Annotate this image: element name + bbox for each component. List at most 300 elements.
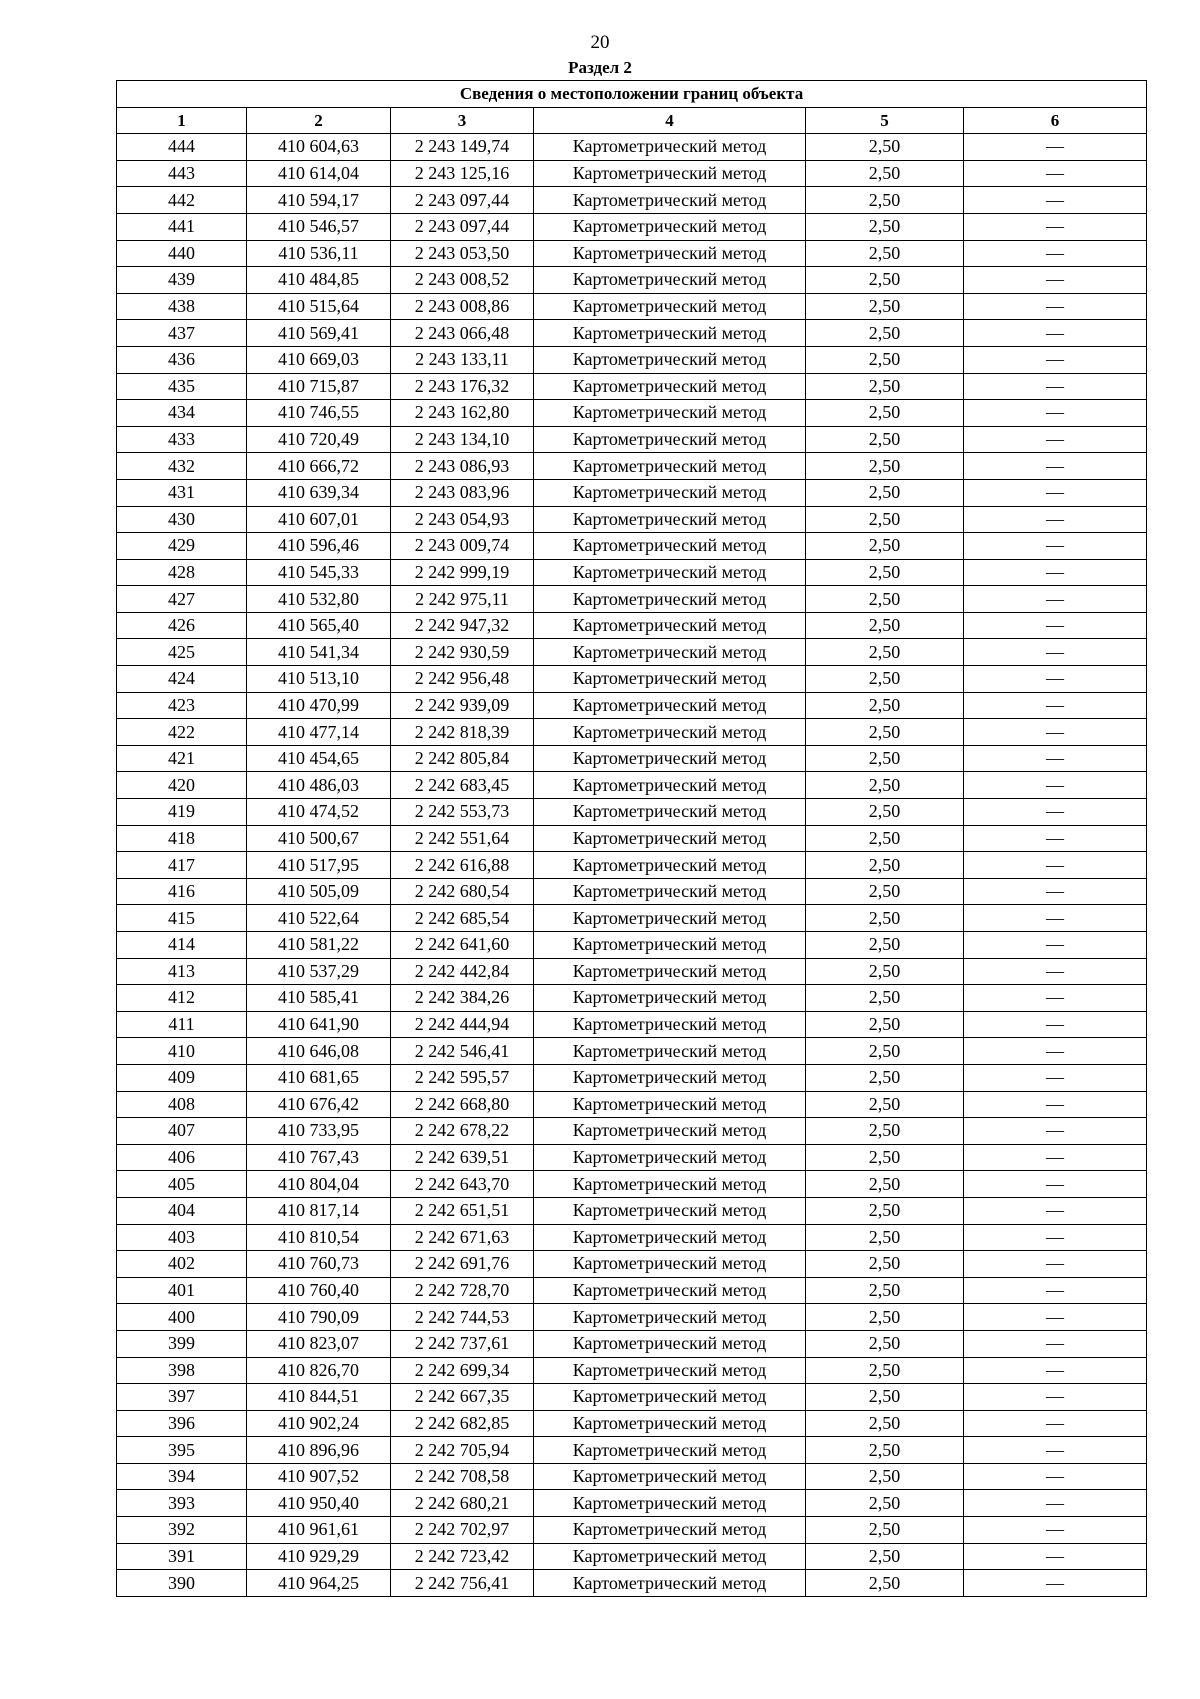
table-cell: 441 bbox=[117, 213, 247, 240]
table-row bbox=[117, 373, 1147, 400]
table-row bbox=[117, 320, 1147, 347]
table-cell: 410 537,29 bbox=[247, 958, 391, 985]
table-cell: Картометрический метод bbox=[534, 1038, 806, 1065]
table-cell: 392 bbox=[117, 1517, 247, 1544]
table-cell: 405 bbox=[117, 1171, 247, 1198]
table-cell: Картометрический метод bbox=[534, 453, 806, 480]
table-cell: — bbox=[964, 1091, 1147, 1118]
table-cell: Картометрический метод bbox=[534, 825, 806, 852]
table-cell: 2 242 708,58 bbox=[391, 1463, 534, 1490]
table-cell: — bbox=[964, 213, 1147, 240]
table-cell: — bbox=[964, 905, 1147, 932]
table-cell: 2 243 097,44 bbox=[391, 213, 534, 240]
table-cell: 2,50 bbox=[806, 1118, 964, 1145]
table-cell: 2,50 bbox=[806, 1437, 964, 1464]
table-cell: 2,50 bbox=[806, 213, 964, 240]
table-cell: 2,50 bbox=[806, 559, 964, 586]
table-cell: 407 bbox=[117, 1118, 247, 1145]
table-cell: — bbox=[964, 1490, 1147, 1517]
table-cell: Картометрический метод bbox=[534, 533, 806, 560]
table-cell: 2,50 bbox=[806, 160, 964, 187]
table-cell: Картометрический метод bbox=[534, 1197, 806, 1224]
table-cell: 2,50 bbox=[806, 1330, 964, 1357]
table-cell: 423 bbox=[117, 692, 247, 719]
table-cell: Картометрический метод bbox=[534, 612, 806, 639]
table-cell: 2,50 bbox=[806, 958, 964, 985]
table-cell: 2 242 680,54 bbox=[391, 878, 534, 905]
table-row bbox=[117, 559, 1147, 586]
table-cell: — bbox=[964, 666, 1147, 693]
table-cell: 2 242 651,51 bbox=[391, 1197, 534, 1224]
table-row bbox=[117, 533, 1147, 560]
table-cell: — bbox=[964, 1038, 1147, 1065]
table-cell: 2 242 384,26 bbox=[391, 985, 534, 1012]
table-cell: 398 bbox=[117, 1357, 247, 1384]
table-cell: 400 bbox=[117, 1304, 247, 1331]
table-cell: 410 484,85 bbox=[247, 267, 391, 294]
table-cell: 2 243 162,80 bbox=[391, 400, 534, 427]
table-cell: Картометрический метод bbox=[534, 1224, 806, 1251]
table-cell: — bbox=[964, 293, 1147, 320]
table-cell: Картометрический метод bbox=[534, 1437, 806, 1464]
table-cell: 410 681,65 bbox=[247, 1064, 391, 1091]
table-row bbox=[117, 612, 1147, 639]
table-cell: 427 bbox=[117, 586, 247, 613]
table-cell: 410 810,54 bbox=[247, 1224, 391, 1251]
table-cell: 410 896,96 bbox=[247, 1437, 391, 1464]
table-cell: 2 242 444,94 bbox=[391, 1011, 534, 1038]
table-cell: Картометрический метод bbox=[534, 905, 806, 932]
table-cell: 403 bbox=[117, 1224, 247, 1251]
table-cell: 2 242 639,51 bbox=[391, 1144, 534, 1171]
table-row bbox=[117, 1277, 1147, 1304]
table-cell: 2,50 bbox=[806, 1384, 964, 1411]
table-cell: 431 bbox=[117, 479, 247, 506]
table-cell: — bbox=[964, 373, 1147, 400]
table-cell: 410 715,87 bbox=[247, 373, 391, 400]
table-cell: 424 bbox=[117, 666, 247, 693]
table-cell: — bbox=[964, 240, 1147, 267]
table-cell: 410 517,95 bbox=[247, 852, 391, 879]
table-cell: 390 bbox=[117, 1570, 247, 1597]
table-cell: 2 242 616,88 bbox=[391, 852, 534, 879]
table-cell: 432 bbox=[117, 453, 247, 480]
table-cell: 425 bbox=[117, 639, 247, 666]
table-cell: — bbox=[964, 878, 1147, 905]
table-cell: 2,50 bbox=[806, 533, 964, 560]
table-row bbox=[117, 1251, 1147, 1278]
table-cell: — bbox=[964, 1118, 1147, 1145]
table-cell: Картометрический метод bbox=[534, 692, 806, 719]
table-cell: 443 bbox=[117, 160, 247, 187]
table-cell: 2 242 685,54 bbox=[391, 905, 534, 932]
table-cell: 434 bbox=[117, 400, 247, 427]
table-row bbox=[117, 958, 1147, 985]
table-row bbox=[117, 426, 1147, 453]
table-row bbox=[117, 1197, 1147, 1224]
table-cell: 410 733,95 bbox=[247, 1118, 391, 1145]
table-cell: 412 bbox=[117, 985, 247, 1012]
table-cell: 2 242 643,70 bbox=[391, 1171, 534, 1198]
table-row bbox=[117, 1357, 1147, 1384]
table-cell: 2,50 bbox=[806, 612, 964, 639]
table-cell: 410 470,99 bbox=[247, 692, 391, 719]
table-cell: 410 676,42 bbox=[247, 1091, 391, 1118]
table-row bbox=[117, 799, 1147, 826]
table-cell: 2,50 bbox=[806, 1410, 964, 1437]
table-cell: 2 243 133,11 bbox=[391, 346, 534, 373]
table-cell: Картометрический метод bbox=[534, 400, 806, 427]
table-cell: — bbox=[964, 426, 1147, 453]
table-row bbox=[117, 1118, 1147, 1145]
table-cell: 410 477,14 bbox=[247, 719, 391, 746]
table-cell: — bbox=[964, 692, 1147, 719]
table-cell: — bbox=[964, 1410, 1147, 1437]
table-cell: 2,50 bbox=[806, 639, 964, 666]
table-cell: 393 bbox=[117, 1490, 247, 1517]
table-cell: 2 242 702,97 bbox=[391, 1517, 534, 1544]
table-cell: 2 242 818,39 bbox=[391, 719, 534, 746]
table-row bbox=[117, 586, 1147, 613]
table-cell: 2,50 bbox=[806, 240, 964, 267]
table-cell: 410 767,43 bbox=[247, 1144, 391, 1171]
table-cell: 2 243 176,32 bbox=[391, 373, 534, 400]
column-header: 2 bbox=[247, 107, 391, 134]
table-cell: 2,50 bbox=[806, 293, 964, 320]
table-cell: Картометрический метод bbox=[534, 745, 806, 772]
table-cell: — bbox=[964, 1197, 1147, 1224]
table-cell: 2 242 551,64 bbox=[391, 825, 534, 852]
table-row bbox=[117, 932, 1147, 959]
table-cell: Картометрический метод bbox=[534, 1011, 806, 1038]
table-cell: 2 243 009,74 bbox=[391, 533, 534, 560]
table-cell: — bbox=[964, 825, 1147, 852]
table-cell: 2 242 641,60 bbox=[391, 932, 534, 959]
table-cell: 438 bbox=[117, 293, 247, 320]
table-cell: 2,50 bbox=[806, 1304, 964, 1331]
table-cell: Картометрический метод bbox=[534, 772, 806, 799]
table-cell: 2,50 bbox=[806, 1091, 964, 1118]
table-cell: — bbox=[964, 134, 1147, 161]
table-caption-row bbox=[117, 81, 1147, 108]
table-row bbox=[117, 719, 1147, 746]
table-cell: — bbox=[964, 985, 1147, 1012]
table-row bbox=[117, 453, 1147, 480]
table-row bbox=[117, 1490, 1147, 1517]
table-cell: 2 242 442,84 bbox=[391, 958, 534, 985]
table-cell: Картометрический метод bbox=[534, 1570, 806, 1597]
table-cell: 401 bbox=[117, 1277, 247, 1304]
table-cell: — bbox=[964, 1357, 1147, 1384]
table-cell: Картометрический метод bbox=[534, 1118, 806, 1145]
table-cell: 2 242 553,73 bbox=[391, 799, 534, 826]
table-cell: 410 522,64 bbox=[247, 905, 391, 932]
table-cell: 2,50 bbox=[806, 719, 964, 746]
table-cell: — bbox=[964, 1437, 1147, 1464]
table-cell: — bbox=[964, 1517, 1147, 1544]
table-cell: 2 242 723,42 bbox=[391, 1543, 534, 1570]
table-cell: 437 bbox=[117, 320, 247, 347]
table-cell: — bbox=[964, 400, 1147, 427]
table-cell: — bbox=[964, 187, 1147, 214]
table-cell: 2 242 930,59 bbox=[391, 639, 534, 666]
table-cell: 2 242 975,11 bbox=[391, 586, 534, 613]
table-cell: 2,50 bbox=[806, 692, 964, 719]
table-cell: — bbox=[964, 852, 1147, 879]
table-cell: 410 515,64 bbox=[247, 293, 391, 320]
table-row bbox=[117, 400, 1147, 427]
table-cell: 2,50 bbox=[806, 799, 964, 826]
table-cell: 2,50 bbox=[806, 1517, 964, 1544]
table-cell: Картометрический метод bbox=[534, 719, 806, 746]
table-cell: Картометрический метод bbox=[534, 985, 806, 1012]
table-cell: Картометрический метод bbox=[534, 479, 806, 506]
table-cell: 2 243 054,93 bbox=[391, 506, 534, 533]
table-cell: Картометрический метод bbox=[534, 1144, 806, 1171]
table-row bbox=[117, 240, 1147, 267]
table-cell: 2,50 bbox=[806, 453, 964, 480]
table-row bbox=[117, 134, 1147, 161]
table-cell: 418 bbox=[117, 825, 247, 852]
table-cell: 410 641,90 bbox=[247, 1011, 391, 1038]
table-row bbox=[117, 745, 1147, 772]
table-row bbox=[117, 666, 1147, 693]
table-cell: 2,50 bbox=[806, 586, 964, 613]
table-row bbox=[117, 187, 1147, 214]
table-cell: 2,50 bbox=[806, 187, 964, 214]
table-cell: Картометрический метод bbox=[534, 586, 806, 613]
table-cell: Картометрический метод bbox=[534, 559, 806, 586]
table-cell: 2 243 053,50 bbox=[391, 240, 534, 267]
table-cell: 410 666,72 bbox=[247, 453, 391, 480]
table-cell: 2,50 bbox=[806, 852, 964, 879]
table-row bbox=[117, 905, 1147, 932]
table-cell: — bbox=[964, 479, 1147, 506]
table-cell: Картометрический метод bbox=[534, 958, 806, 985]
table-cell: 2,50 bbox=[806, 745, 964, 772]
table-caption: Сведения о местоположении границ объекта bbox=[117, 81, 1147, 108]
table-cell: — bbox=[964, 1011, 1147, 1038]
table-row bbox=[117, 985, 1147, 1012]
table-cell: Картометрический метод bbox=[534, 1330, 806, 1357]
table-cell: 410 907,52 bbox=[247, 1463, 391, 1490]
table-cell: — bbox=[964, 612, 1147, 639]
table-cell: 2,50 bbox=[806, 267, 964, 294]
table-row bbox=[117, 160, 1147, 187]
table-cell: Картометрический метод bbox=[534, 852, 806, 879]
table-cell: 410 505,09 bbox=[247, 878, 391, 905]
table-cell: Картометрический метод bbox=[534, 1064, 806, 1091]
table-cell: 409 bbox=[117, 1064, 247, 1091]
table-cell: 440 bbox=[117, 240, 247, 267]
table-cell: 2,50 bbox=[806, 1144, 964, 1171]
table-row bbox=[117, 1463, 1147, 1490]
table-row bbox=[117, 293, 1147, 320]
table-cell: Картометрический метод bbox=[534, 1277, 806, 1304]
table-cell: 410 961,61 bbox=[247, 1517, 391, 1544]
table-cell: — bbox=[964, 586, 1147, 613]
table-cell: 410 902,24 bbox=[247, 1410, 391, 1437]
table-cell: — bbox=[964, 932, 1147, 959]
table-cell: 410 929,29 bbox=[247, 1543, 391, 1570]
table-cell: 2,50 bbox=[806, 772, 964, 799]
table-cell: 417 bbox=[117, 852, 247, 879]
table-row bbox=[117, 692, 1147, 719]
table-cell: 413 bbox=[117, 958, 247, 985]
table-cell: Картометрический метод bbox=[534, 1091, 806, 1118]
table-row bbox=[117, 1304, 1147, 1331]
table-cell: 410 581,22 bbox=[247, 932, 391, 959]
table-cell: 2,50 bbox=[806, 479, 964, 506]
table-cell: Картометрический метод bbox=[534, 160, 806, 187]
table-row bbox=[117, 506, 1147, 533]
table-cell: Картометрический метод bbox=[534, 1517, 806, 1544]
table-cell: — bbox=[964, 346, 1147, 373]
table-row bbox=[117, 1384, 1147, 1411]
table-cell: 2 243 149,74 bbox=[391, 134, 534, 161]
table-cell: 2,50 bbox=[806, 506, 964, 533]
table-cell: 2,50 bbox=[806, 825, 964, 852]
table-cell: 2,50 bbox=[806, 1543, 964, 1570]
table-row bbox=[117, 1410, 1147, 1437]
table-cell: 408 bbox=[117, 1091, 247, 1118]
table-cell: — bbox=[964, 559, 1147, 586]
table-cell: Картометрический метод bbox=[534, 506, 806, 533]
table-cell: 410 585,41 bbox=[247, 985, 391, 1012]
table-cell: 2,50 bbox=[806, 426, 964, 453]
table-cell: Картометрический метод bbox=[534, 293, 806, 320]
table-cell: 391 bbox=[117, 1543, 247, 1570]
table-cell: Картометрический метод bbox=[534, 1463, 806, 1490]
table-cell: 402 bbox=[117, 1251, 247, 1278]
table-cell: 2 242 737,61 bbox=[391, 1330, 534, 1357]
table-cell: 2 242 546,41 bbox=[391, 1038, 534, 1065]
table-cell: 410 964,25 bbox=[247, 1570, 391, 1597]
table-cell: 442 bbox=[117, 187, 247, 214]
table-cell: 422 bbox=[117, 719, 247, 746]
table-cell: 2 242 682,85 bbox=[391, 1410, 534, 1437]
table-cell: 419 bbox=[117, 799, 247, 826]
table-cell: 2,50 bbox=[806, 1570, 964, 1597]
table-cell: — bbox=[964, 1224, 1147, 1251]
table-cell: 2,50 bbox=[806, 1038, 964, 1065]
table-cell: Картометрический метод bbox=[534, 639, 806, 666]
table-cell: 396 bbox=[117, 1410, 247, 1437]
table-cell: 2 243 125,16 bbox=[391, 160, 534, 187]
table-cell: 2 242 939,09 bbox=[391, 692, 534, 719]
table-row bbox=[117, 479, 1147, 506]
table-cell: 410 817,14 bbox=[247, 1197, 391, 1224]
column-header: 1 bbox=[117, 107, 247, 134]
table-cell: 2,50 bbox=[806, 985, 964, 1012]
table-cell: — bbox=[964, 267, 1147, 294]
table-cell: 2 242 671,63 bbox=[391, 1224, 534, 1251]
table-cell: 444 bbox=[117, 134, 247, 161]
table-cell: 433 bbox=[117, 426, 247, 453]
table-cell: — bbox=[964, 1251, 1147, 1278]
table-row bbox=[117, 1144, 1147, 1171]
table-row bbox=[117, 346, 1147, 373]
table-cell: 410 804,04 bbox=[247, 1171, 391, 1198]
table-cell: 428 bbox=[117, 559, 247, 586]
table-cell: 2,50 bbox=[806, 878, 964, 905]
table-cell: 2,50 bbox=[806, 134, 964, 161]
table-cell: 410 823,07 bbox=[247, 1330, 391, 1357]
table-cell: 2,50 bbox=[806, 666, 964, 693]
table-cell: Картометрический метод bbox=[534, 932, 806, 959]
page-number: 20 bbox=[590, 32, 610, 53]
table-row bbox=[117, 1224, 1147, 1251]
table-cell: Картометрический метод bbox=[534, 666, 806, 693]
table-cell: 410 646,08 bbox=[247, 1038, 391, 1065]
table-row bbox=[117, 1437, 1147, 1464]
table-cell: 2 243 097,44 bbox=[391, 187, 534, 214]
table-cell: 410 639,34 bbox=[247, 479, 391, 506]
table-cell: 411 bbox=[117, 1011, 247, 1038]
table-cell: Картометрический метод bbox=[534, 346, 806, 373]
table-cell: Картометрический метод bbox=[534, 1490, 806, 1517]
table-cell: 410 607,01 bbox=[247, 506, 391, 533]
table-cell: — bbox=[964, 1277, 1147, 1304]
table-cell: 2 242 683,45 bbox=[391, 772, 534, 799]
table-cell: — bbox=[964, 453, 1147, 480]
table-cell: 2 242 999,19 bbox=[391, 559, 534, 586]
section-title: Раздел 2 bbox=[568, 58, 632, 77]
table-cell: 410 604,63 bbox=[247, 134, 391, 161]
table-cell: — bbox=[964, 1570, 1147, 1597]
table-cell: Картометрический метод bbox=[534, 1410, 806, 1437]
table-cell: — bbox=[964, 799, 1147, 826]
table-cell: 2 242 956,48 bbox=[391, 666, 534, 693]
table-row bbox=[117, 1091, 1147, 1118]
table-cell: 2 243 008,86 bbox=[391, 293, 534, 320]
table-row bbox=[117, 1171, 1147, 1198]
table-cell: 2 243 086,93 bbox=[391, 453, 534, 480]
table-cell: 395 bbox=[117, 1437, 247, 1464]
table-cell: 2,50 bbox=[806, 400, 964, 427]
table-cell: 2,50 bbox=[806, 1224, 964, 1251]
table-cell: 2 242 595,57 bbox=[391, 1064, 534, 1091]
table-cell: 410 720,49 bbox=[247, 426, 391, 453]
coordinates-table bbox=[116, 80, 1147, 1597]
table-cell: Картометрический метод bbox=[534, 1171, 806, 1198]
table-cell: 2,50 bbox=[806, 1251, 964, 1278]
table-cell: Картометрический метод bbox=[534, 1251, 806, 1278]
table-cell: Картометрический метод bbox=[534, 1357, 806, 1384]
table-row bbox=[117, 1064, 1147, 1091]
table-cell: — bbox=[964, 1144, 1147, 1171]
table-cell: 2,50 bbox=[806, 1171, 964, 1198]
table-cell: 410 569,41 bbox=[247, 320, 391, 347]
table-cell: 430 bbox=[117, 506, 247, 533]
table-cell: Картометрический метод bbox=[534, 426, 806, 453]
table-cell: 410 513,10 bbox=[247, 666, 391, 693]
table-cell: 2 242 805,84 bbox=[391, 745, 534, 772]
table-cell: 2 242 728,70 bbox=[391, 1277, 534, 1304]
table-cell: 421 bbox=[117, 745, 247, 772]
column-header: 6 bbox=[964, 107, 1147, 134]
table-cell: 410 760,73 bbox=[247, 1251, 391, 1278]
table-cell: Картометрический метод bbox=[534, 1384, 806, 1411]
table-cell: Картометрический метод bbox=[534, 240, 806, 267]
table-cell: 2,50 bbox=[806, 1064, 964, 1091]
table-cell: 2,50 bbox=[806, 1463, 964, 1490]
table-row bbox=[117, 213, 1147, 240]
table-cell: 410 790,09 bbox=[247, 1304, 391, 1331]
table-cell: — bbox=[964, 1463, 1147, 1490]
table-cell: 2 242 678,22 bbox=[391, 1118, 534, 1145]
table-cell: 410 546,57 bbox=[247, 213, 391, 240]
